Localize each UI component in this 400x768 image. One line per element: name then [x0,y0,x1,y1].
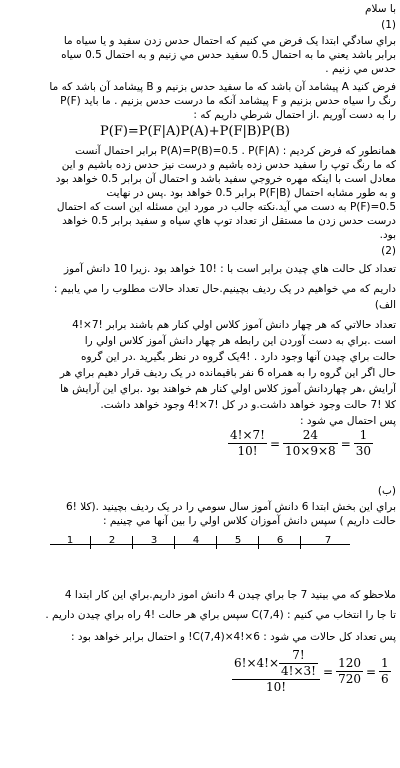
fraction-inner-combination [279,648,318,679]
paragraph-5-line-7: پس احتمال مي شود : [300,415,396,427]
paragraph-5-line-6: کلا !7 حالت وجود خواهد داشت.و در کل !7×!4 وجود خواهد داشت. [100,399,396,411]
fraction-outer-denominator: 10! [265,680,287,694]
paragraph-3-line-3: معادل است با اينکه مهره خروجي سفيد باشد و احتمال آن برابر 0.5 خواهد بود [55,173,396,185]
fraction-result-b [379,656,391,687]
slot-label: 5 [234,535,242,546]
paragraph-3-line-1: همانطور که فرض کرديم : P(A)=P(B)=0.5 . P(F|A) برابر احتمال آنست [75,145,396,157]
fraction-inner-numerator: 7! [279,648,318,664]
slot-label: 4 [192,535,200,546]
formula-part-b [232,648,391,695]
fraction-outer-numerator [232,648,320,680]
fraction-result-denominator: 30 [355,444,372,458]
number-line-tick [300,536,301,549]
paragraph-3-line-5: P(F)=0.5 به دست مي آيد.نکته جالب در مورد اين مسئله اين است که احتمال [56,201,396,213]
fraction-lhs-denominator: 10! [237,444,258,458]
paragraph-3-line-7: بود. [379,229,396,241]
fraction-lhs [228,428,267,459]
paragraph-4-line-2: داريم که مي خواهيم در يک رديف بچينيم.حال تعداد حالات مطلوب را مي يابيم : [53,283,396,295]
fraction-result-b-numerator: 1 [381,656,389,670]
paragraph-3-line-4: و به طور مشابه احتمال P(F|B) برابر 0.5 خواهد بود .پس در نهايت [106,187,396,199]
formula-total-probability: P(F)=P(F|A)P(A)+P(F|B)P(B) [100,124,290,139]
paragraph-4-line-1: تعداد کل حالت هاي چيدن برابر است با : !10 خواهد بود .زيرا 10 دانش آموز [63,263,396,275]
number-line-tick [216,536,217,549]
section-2-marker: (2) [381,245,396,257]
equals-sign: = [340,436,351,451]
equals-sign: = [365,664,377,679]
fraction-result [354,428,373,459]
fraction-result-numerator: 1 [354,428,373,444]
equals-sign: = [269,436,281,451]
slot-label: 2 [108,535,116,546]
paragraph-7-line-3: پس تعداد کل حالات مي شود : C(7,4)×4!×6! و احتمال برابر خواهد بود : [70,631,396,643]
slot-label: 3 [150,535,158,546]
section-1-marker: (1) [381,19,396,31]
slot-label: 7 [324,535,332,546]
fraction-lhs-numerator: 4!×7! [230,428,265,442]
fraction-middle-b-denominator: 720 [338,672,361,686]
paragraph-6-line-1: براي اين بخش ابتدا 6 دانش آموز سال سومي را در يک رديف بچينيد .(کلا !6 [65,501,396,513]
fraction-outer [232,648,320,695]
paragraph-6-line-2: حالت داريم ) سپس دانش آموزان کلاس اولي را بين آنها مي چينيم : [102,515,396,527]
paragraph-5-line-1: تعداد حالاتي که هر چهار دانش آموز کلاس اولي کنار هم باشند برابر !7×!4 [72,319,396,331]
fraction-middle [283,428,338,459]
paragraph-1-line-2: برابر باشد يعني ما به احتمال 0.5 سفيد حدس مي زنيم و به احتمال 0.5 سياه [61,49,396,61]
fraction-middle-b [336,656,363,687]
paragraph-5-line-5: آرايش ،هر چهاردانش آموز کلاس اولي کنار هم خواهند بود .براي اين آرايش ها [60,383,396,395]
number-line-tick [132,536,133,549]
fraction-result-b-denominator: 6 [381,672,389,686]
paragraph-2-line-3: را به دست آوريم .از احتمال شرطي داريم که : [193,109,396,121]
paragraph-3-line-6: درست حدس زدن ما مستقل از تعداد توپ هاي سياه و سفيد برابر 0.5 خواهد [62,215,396,227]
fraction-middle-numerator: 24 [283,428,338,444]
number-line-tick [90,536,91,549]
paragraph-5-line-2: است .براي به دست آوردن اين رابطه هر چهار دانش آموز کلاس اولي را [84,335,396,347]
formula-part-a [228,428,373,459]
number-line-tick [174,536,175,549]
paragraph-3-line-2: که ما رنگ توپ را سفيد حدس زده باشيم و درست نيز حدس زده باشيم و اين [61,159,396,171]
equals-sign: = [323,664,334,679]
slot-label: 6 [276,535,284,546]
part-b-marker: (ب) [377,485,396,497]
outer-prefix: 6!×4!× [234,656,280,670]
fraction-middle-denominator: 10×9×8 [285,444,336,458]
paragraph-2-line-1: فرض کنيد A پيشامد آن باشد که ما سفيد حدس بزنيم و B پيشامد آن باشد که ما [49,81,396,93]
greeting: با سلام [364,3,396,15]
fraction-inner-denominator: 4!×3! [281,664,316,678]
slot-label: 1 [66,535,74,546]
part-a-marker: الف) [374,299,396,311]
paragraph-5-line-3: حالت براي چيدن آنها وجود دارد . !4يک گروه در نظر بگيريد .در اين گروه [81,351,396,363]
paragraph-5-line-4: حال اگر اين گروه را به همراه 6 نفر باقيمانده در يک رديف قرار دهيم براي هر [59,367,396,379]
paragraph-1-line-1: براي سادگي ابتدا يک فرض مي کنيم که احتمال حدس زدن سفيد و يا سياه ما [63,35,396,47]
paragraph-2-line-2: رنگ را سياه حدس بزنيم و F پيشامد آنکه ما درست حدس بزنيم . ما بايد P(F) [60,95,396,107]
paragraph-1-line-3: حدس مي زنيم . [325,63,396,75]
paragraph-7-line-2: تا جا را انتخاب مي کنيم : C(7,4) سپس براي هر حالت !4 راه براي چيدن داريم . [45,609,396,621]
number-line-tick [258,536,259,549]
paragraph-7-line-1: ملاحظو که مي بينيد 7 جا براي چيدن 4 دانش اموز داريم.براي اين کار ابتدا 4 [64,589,396,601]
fraction-middle-b-numerator: 120 [338,656,361,670]
